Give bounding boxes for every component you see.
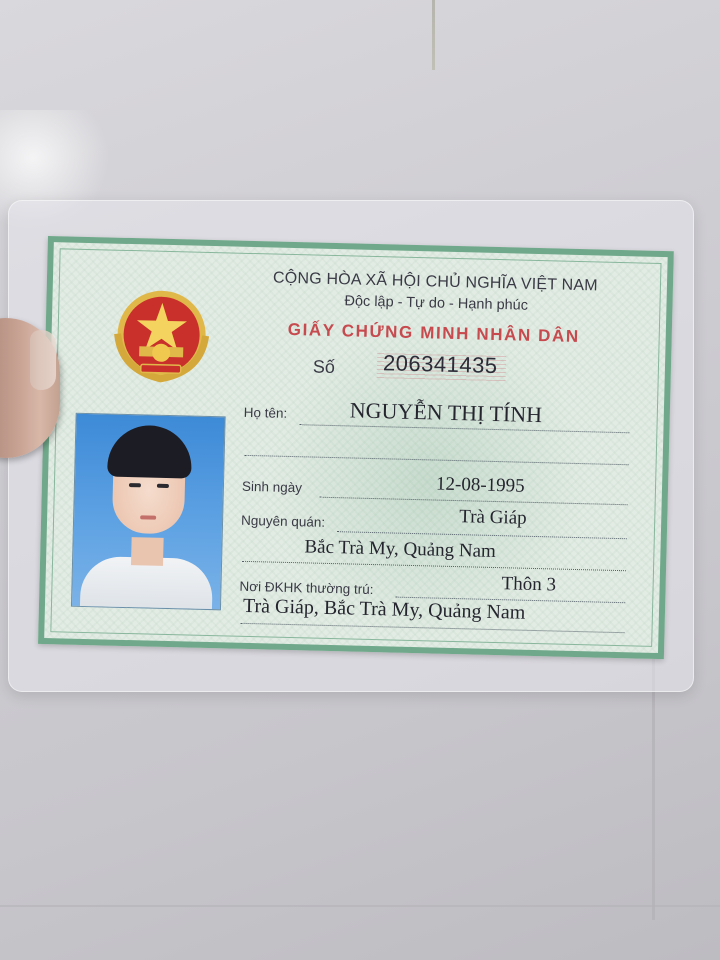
dob-value: 12-08-1995 — [435, 473, 525, 497]
portrait-photo — [71, 413, 226, 611]
residence-line2: Trà Giáp, Bắc Trà My, Quảng Nam — [242, 594, 526, 624]
id-number: 206341435 — [377, 350, 506, 381]
dob-label: Sinh ngày — [241, 478, 303, 496]
residence-line1: Thôn 3 — [501, 573, 557, 596]
photo-hair — [107, 425, 192, 479]
header-motto: Độc lập - Tự do - Hạnh phúc — [344, 293, 529, 314]
fingernail — [30, 330, 56, 390]
tile-seam — [0, 905, 720, 907]
origin-line1: Trà Giáp — [459, 506, 527, 529]
card-title: GIẤY CHỨNG MINH NHÂN DÂN — [287, 319, 581, 347]
tile-seam — [432, 0, 435, 70]
residence-label: Nơi ĐKHK thường trú: — [239, 578, 374, 598]
photo-neck — [131, 537, 164, 566]
header-republic: CỘNG HÒA XÃ HỘI CHỦ NGHĨA VIỆT NAM — [272, 269, 598, 295]
id-card — [38, 236, 674, 659]
photo-mouth — [140, 515, 156, 519]
name-value: NGUYỄN THỊ TÍNH — [349, 397, 543, 428]
origin-label: Nguyên quán: — [240, 512, 326, 530]
name-label: Họ tên: — [243, 404, 288, 421]
origin-line2: Bắc Trà My, Quảng Nam — [304, 536, 497, 563]
national-emblem-icon — [110, 286, 212, 388]
number-label: Số — [312, 356, 336, 378]
photo-eye — [157, 484, 169, 488]
photo-eye — [129, 483, 141, 487]
